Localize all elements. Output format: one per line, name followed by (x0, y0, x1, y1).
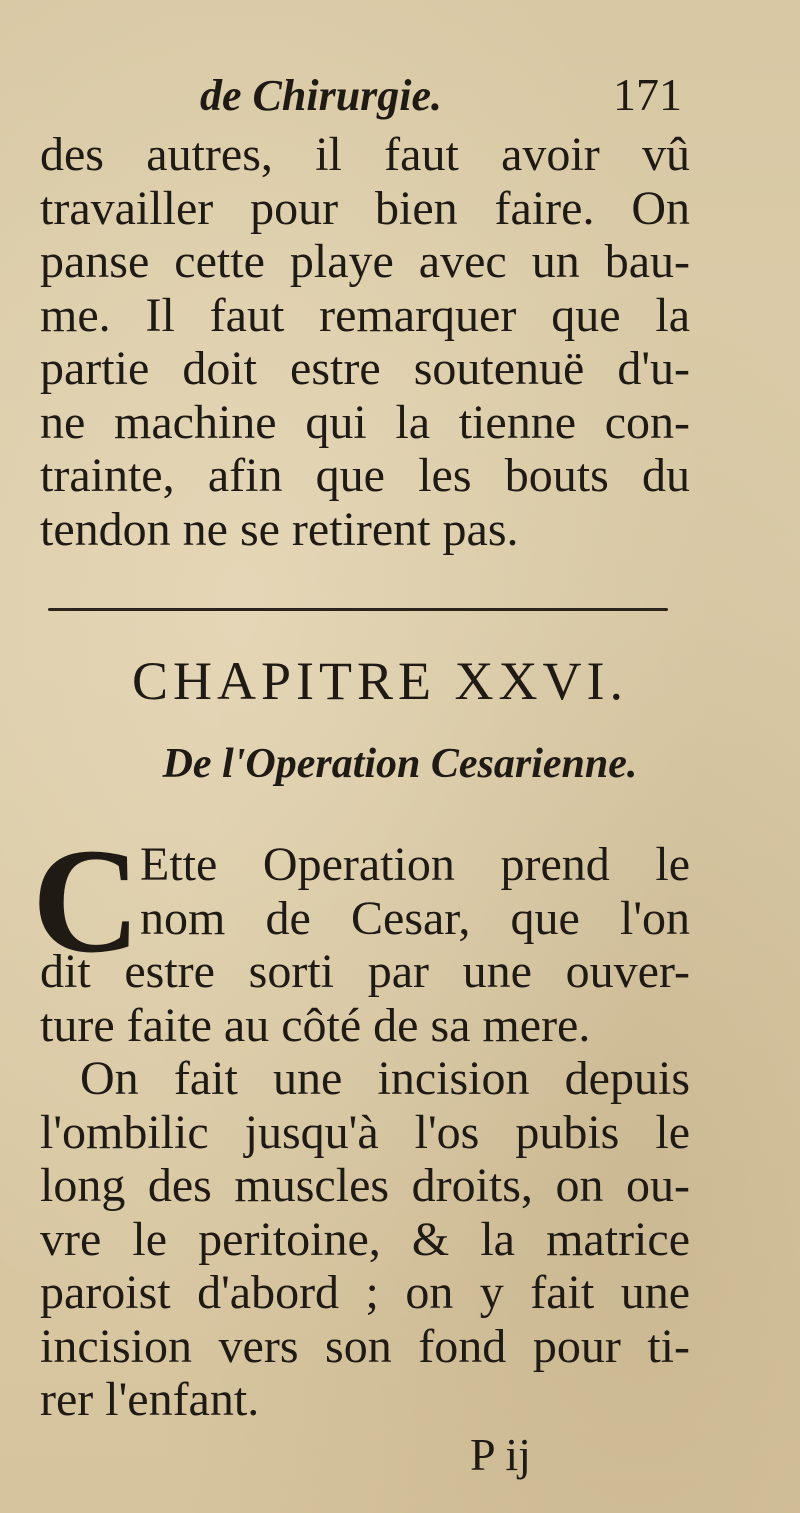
text-line: Ette Operation prend le (140, 838, 690, 891)
text-line: rer l'enfant. (40, 1373, 260, 1426)
text-line: ne machine qui la tienne con- (40, 395, 690, 449)
text-line: dit estre sorti par une ouver- (40, 945, 690, 998)
text-line: On fait une incision depuis (80, 1052, 690, 1105)
text-line: des autres, il faut avoir vû (40, 128, 690, 181)
running-title: de Chirurgie. (200, 71, 443, 120)
text-line: l'ombilic jusqu'à l'os pubis le (40, 1105, 690, 1159)
text-line: panse cette playe avec un bau- (40, 235, 690, 288)
text-line: travailler pour bien faire. On (40, 181, 690, 235)
page-header (200, 69, 682, 120)
chapter-title: De l'Operation Cesarienne. (162, 741, 638, 787)
paragraph-continued (40, 128, 690, 556)
signature-mark: P ij (470, 1429, 531, 1480)
text-line: me. Il faut remarquer que la (40, 288, 690, 342)
chapter-heading: CHAPITRE XXVI. (132, 651, 628, 711)
text-line: partie doit estre soutenuë d'u- (40, 342, 690, 395)
text-line: trainte, afin que les bouts du (40, 449, 690, 502)
text-line: nom de Cesar, que l'on (140, 891, 690, 945)
section-divider (48, 608, 668, 611)
page-number: 171 (613, 69, 682, 120)
text-line: ture faite au côté de sa mere. (40, 998, 591, 1052)
drop-cap: C (32, 818, 141, 984)
text-line: paroist d'abord ; on y fait une (40, 1266, 690, 1319)
paragraph-cesarienne (40, 838, 690, 1427)
text-line: long des muscles droits, on ou- (40, 1159, 690, 1212)
text-line: tendon ne se retirent pas. (40, 502, 519, 556)
text-line: vre le peritoine, & la matrice (40, 1212, 690, 1266)
text-line: incision vers son fond pour ti- (40, 1319, 690, 1373)
